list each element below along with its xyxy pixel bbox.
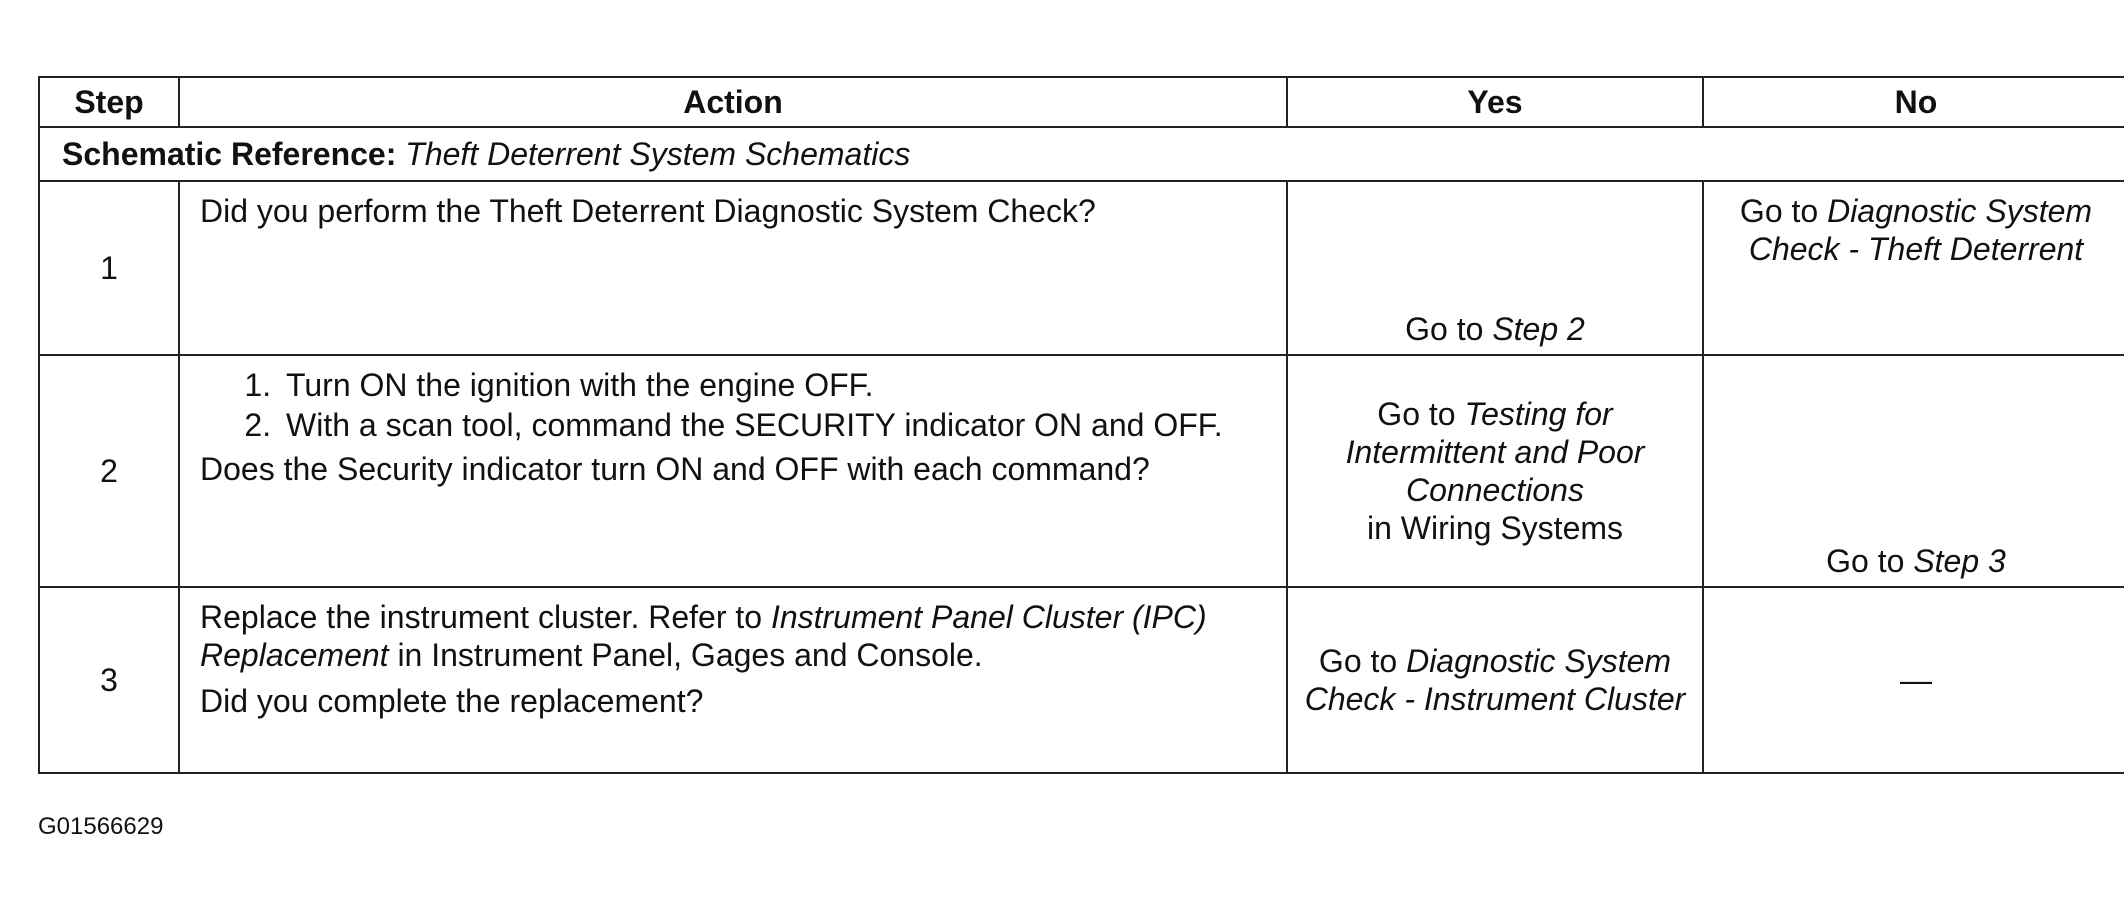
step-number: 1 [39,181,179,355]
yes-cell [1287,355,1703,587]
header-yes: Yes [1287,77,1703,127]
no-prefix: Go to [1826,543,1914,579]
action-step-item: 1. Turn ON the ignition with the engine OFF. [280,366,1276,404]
no-link[interactable]: Diagnostic System Check - Theft Deterrent [1748,193,2093,267]
no-cell [1703,355,2124,587]
header-row [39,77,2124,127]
yes-cell [1287,181,1703,355]
header-action: Action [179,77,1287,127]
no-cell [1703,587,2124,773]
action-step-item: 2. With a scan tool, command the SECURITY indicator ON and OFF. [280,406,1276,444]
no-link[interactable]: Step 3 [1913,543,2006,579]
action-cell [179,181,1287,355]
step-number: 3 [39,587,179,773]
yes-prefix: Go to [1318,643,1407,679]
schematic-reference-cell [39,127,2124,181]
action-cell [179,355,1287,587]
yes-prefix: Go to [1377,396,1465,432]
table-row-step-2 [39,355,2124,587]
schematic-reference-row [39,127,2124,181]
no-prefix: Go to [1739,193,1828,229]
action-link[interactable]: Instrument Panel Cluster (IPC) Replacement [200,599,1207,673]
step-number: 2 [39,355,179,587]
header-step: Step [39,77,179,127]
yes-link[interactable]: Diagnostic System Check - Instrument Cluster [1304,643,1686,717]
schematic-reference-link[interactable]: Theft Deterrent System Schematics [405,136,911,172]
header-no: No [1703,77,2124,127]
action-steps-list [200,366,1276,444]
yes-cell [1287,587,1703,773]
table-row-step-1 [39,181,2124,355]
yes-link[interactable]: Step 2 [1492,311,1585,347]
action-text-pre: Replace the instrument cluster. Refer to [200,599,771,635]
action-question: Does the Security indicator turn ON and OFF with each command? [200,451,1150,487]
yes-suffix: in Wiring Systems [1366,510,1624,546]
schematic-reference-label: Schematic Reference: [62,136,397,172]
action-cell [179,587,1287,773]
table-row-step-3 [39,587,2124,773]
figure-id: G01566629 [38,813,164,840]
action-question: Did you complete the replacement? [200,683,704,719]
action-text-post: in Instrument Panel, Gages and Console. [388,637,983,673]
yes-link[interactable]: Testing for Intermittent and Poor Connections [1345,396,1645,508]
yes-prefix: Go to [1405,311,1493,347]
no-cell [1703,181,2124,355]
diagnostic-table [38,76,2124,774]
action-text [200,598,1276,674]
no-dash: — [1900,662,1932,698]
action-text: Did you perform the Theft Deterrent Diagnostic System Check? [200,193,1096,229]
